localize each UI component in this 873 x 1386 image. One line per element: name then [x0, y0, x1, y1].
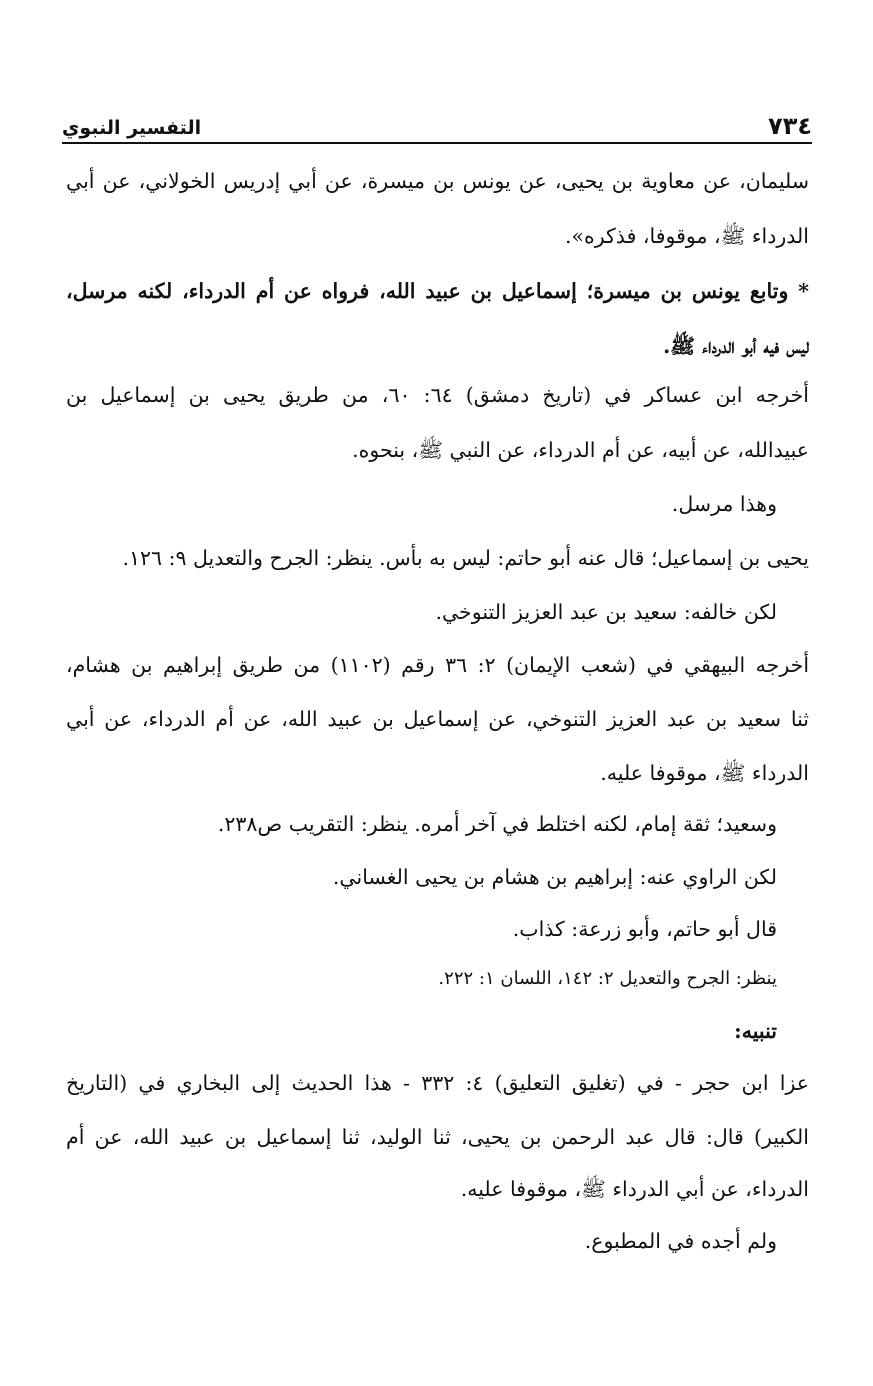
text-line-10: أخرجه البيهقي في (شعب الإيمان) ٢: ٣٦ رقم (١١٠٢) من طريق إبراهيم بن هشام، [66, 653, 810, 677]
text-line-8: يحيى بن إسماعيل؛ قال عنه أبو حاتم: ليس به بأس. ينظر: الجرح والتعديل ٩: ١٢٦. [122, 546, 809, 570]
text-line-6: عبيدالله، عن أبيه، عن أم الدرداء، عن النبي ﷺ، بنحوه. [352, 438, 809, 462]
text-line-4: ليس فيه أبو الدرداء ﷺ. [663, 334, 809, 358]
text-line-5: أخرجه ابن عساكر في (تاريخ دمشق) ٦٤: ٦٠، من طريق يحيى بن إسماعيل بن [66, 383, 809, 407]
text-line-3: * وتابع يونس بن ميسرة؛ إسماعيل بن عبيد الله، فرواه عن أم الدرداء، لكنه مرسل، [66, 279, 809, 303]
text-line-2: الدرداء ﷺ، موقوفا، فذكره». [564, 224, 809, 248]
text-line-14: لكن الراوي عنه: إبراهيم بن هشام بن يحيى الغساني. [332, 865, 777, 889]
text-line-20: الدرداء، عن أبي الدرداء ﷺ، موقوفا عليه. [460, 1177, 809, 1201]
text-line-19: الكبير) قال: قال عبد الرحمن بن يحيى، ثنا الوليد، ثنا إسماعيل بن عبيد الله، عن أم [66, 1125, 809, 1149]
page-header [62, 108, 812, 144]
text-line-16: ينظر: الجرح والتعديل ٢: ١٤٢، اللسان ١: ٢٢٢. [438, 968, 777, 989]
text-line-9: لكن خالفه: سعيد بن عبد العزيز التنوخي. [435, 600, 777, 624]
section-heading: تنبيه: [734, 1019, 777, 1043]
text-line-11: ثنا سعيد بن عبد العزيز التنوخي، عن إسماعيل بن عبيد الله، عن أم الدرداء، عن أبي [66, 707, 809, 731]
text-line-7: وهذا مرسل. [671, 492, 777, 516]
text-line-15: قال أبو حاتم، وأبو زرعة: كذاب. [512, 917, 777, 941]
text-line-1: سليمان، عن معاوية بن يحيى، عن يونس بن ميسرة، عن أبي إدريس الخولاني، عن أبي [66, 169, 809, 193]
text-line-12: الدرداء ﷺ، موقوفا عليه. [600, 761, 809, 785]
text-line-13: وسعيد؛ ثقة إمام، لكنه اختلط في آخر أمره. ينظر: التقريب ص٢٣٨. [217, 812, 777, 836]
text-line-18: عزا ابن حجر - في (تغليق التعليق) ٤: ٣٣٢ - هذا الحديث إلى البخاري في (التاريخ [66, 1071, 809, 1095]
text-line-21: ولم أجده في المطبوع. [584, 1229, 777, 1253]
running-title: التفسير النبوي [62, 117, 202, 139]
page-number: ٧٣٤ [768, 112, 812, 140]
